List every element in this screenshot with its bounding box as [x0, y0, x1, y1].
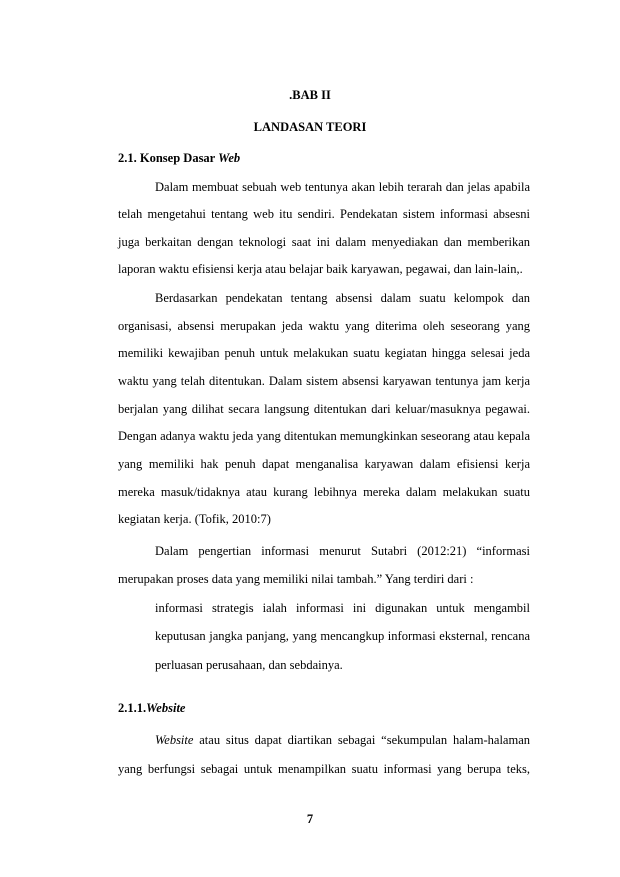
section-heading-2-1	[118, 151, 240, 166]
paragraph-4-italic-term: Website	[155, 733, 194, 747]
page-number: 7	[306, 812, 314, 826]
paragraph-2-line: yang memiliki hak penuh dapat menganalisa karyawan dalam efisiensi kerja	[118, 457, 530, 471]
paragraph-1-line: telah mengetahui tentang web itu sendiri. Pendekatan sistem informasi absesni	[118, 207, 530, 221]
paragraph-2-line: Dengan adanya waktu jeda yang ditentukan memungkinkan seseorang atau kepala	[118, 429, 530, 443]
paragraph-2-line: mereka masuk/tidaknya atau kurang lebihnya mereka dalam melakukan suatu	[118, 485, 530, 499]
chapter-title: LANDASAN TEORI	[253, 120, 367, 134]
paragraph-2-line: berjalan yang dilihat secara langsung ditentukan dari keluar/masuknya pegawai.	[118, 402, 530, 416]
paragraph-2-line: waktu yang telah ditentukan. Dalam sistem absensi karyawan tentunya jam kerja	[118, 374, 530, 388]
list-item-line: keputusan jangka panjang, yang mencangkup informasi eksternal, rencana	[155, 629, 530, 643]
paragraph-1-line: laporan waktu efisiensi kerja atau belajar baik karyawan, pegawai, dan lain-lain,.	[118, 262, 523, 276]
section-heading-2-1-prefix: 2.1. Konsep Dasar	[118, 151, 219, 165]
paragraph-1-line: juga berkaitan dengan teknologi saat ini dalam menyediakan dan memberikan	[118, 235, 530, 249]
paragraph-3-line: merupakan proses data yang memiliki nilai tambah.” Yang terdiri dari :	[118, 572, 474, 586]
section-heading-2-1-1-italic: Website	[146, 701, 186, 715]
section-heading-2-1-1-prefix: 2.1.1.	[118, 701, 147, 715]
list-item-line: informasi strategis ialah informasi ini digunakan untuk mengambil	[155, 601, 530, 615]
paragraph-2-line: organisasi, absensi merupakan jeda waktu yang diterima oleh seseorang yang	[118, 319, 530, 333]
paragraph-2-line: memiliki kewajiban penuh untuk melakukan suatu kegiatan hingga selesai jeda	[118, 346, 530, 360]
paragraph-3-line: Dalam pengertian informasi menurut Sutabri (2012:21) “informasi	[155, 544, 530, 558]
paragraph-4-line1-rest: atau situs dapat diartikan sebagai “sekumpulan halam-halaman	[193, 733, 530, 747]
chapter-label: .BAB II	[289, 88, 331, 102]
list-item-line: perluasan perusahaan, dan sebdainya.	[155, 658, 343, 672]
paragraph-4-line: yang berfungsi sebagai untuk menampilkan suatu informasi yang berupa teks,	[118, 762, 530, 776]
section-heading-2-1-1	[118, 701, 185, 716]
paragraph-4-line	[155, 733, 530, 748]
paragraph-2-line: kegiatan kerja. (Tofik, 2010:7)	[118, 512, 271, 526]
paragraph-1-line: Dalam membuat sebuah web tentunya akan lebih terarah dan jelas apabila	[155, 180, 530, 194]
paragraph-2-line: Berdasarkan pendekatan tentang absensi dalam suatu kelompok dan	[155, 291, 530, 305]
section-heading-2-1-italic: Web	[218, 151, 241, 165]
